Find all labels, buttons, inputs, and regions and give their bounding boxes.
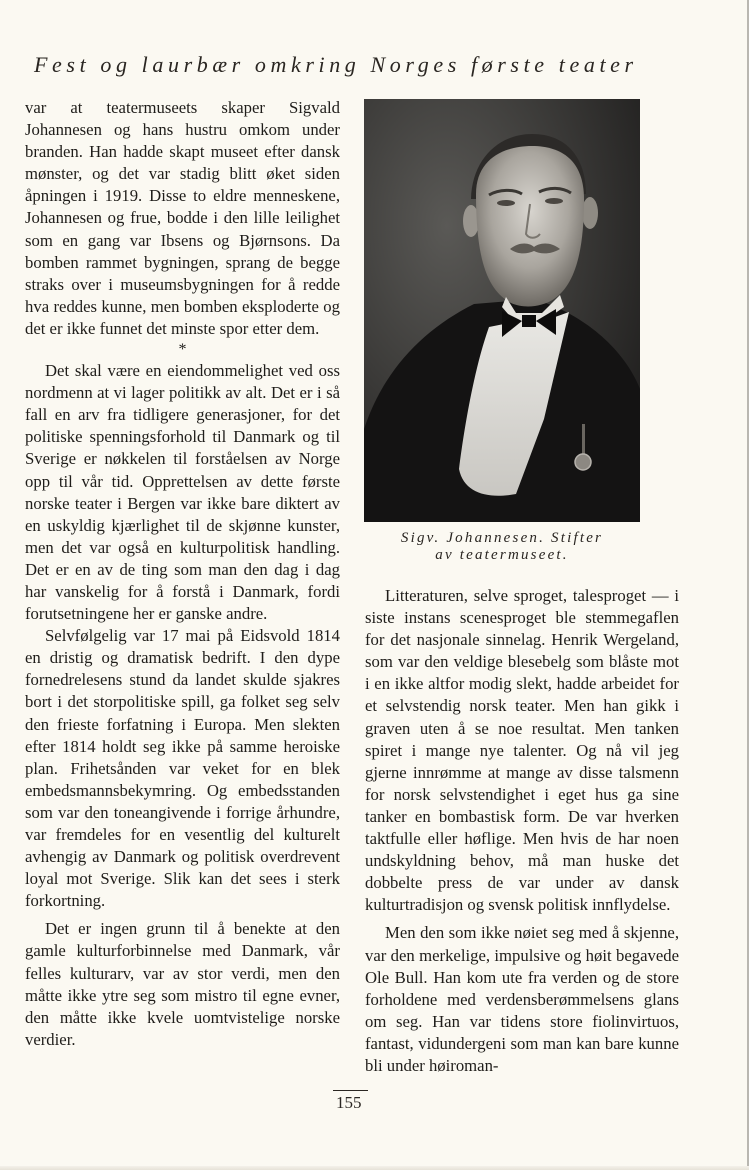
portrait-photo	[364, 99, 640, 522]
caption-line: Sigv. Johannesen. Stifter	[400, 530, 604, 546]
section-break: *	[178, 341, 187, 359]
paragraph: Det skal være en eiendommelighet ved oss nordmenn at vi lager politikk av alt. Det er i så fall en arv fra tidligere generasjoner, for det politiske spenningsforhold til Danmark og til Sverige er nøkkelen til forståelsen av Norge opp til vår tid. Opprettelsen av dette første norske teater i Bergen var ikke bare diktert av en uskyldig kjærlighet til de skjønne kunster, men det var også en kulturpolitisk handling. Det er en av de ting som man den dag i dag har vanskelig for å forstå i Danmark, fordi forutsetningene her er ganske andre.	[25, 361, 340, 624]
paragraph: Det er ingen grunn til å benekte at den gamle kulturforbinnelse med Danmark, vår felles kulturarv, var av stor verdi, men den måtte ikke ytre seg som mistro til egne evner, den måtte ikke kvele uomtvistelige norske verdier.	[25, 919, 340, 1049]
portrait-photograph-icon	[364, 99, 640, 522]
caption-line: av teatermuseet.	[435, 547, 569, 563]
page-number: 155	[336, 1093, 362, 1112]
page-number-rule	[333, 1090, 368, 1091]
paragraph: var at teatermuseets skaper Sigvald Johannesen og hans hustru omkom under branden. Han hadde skapt museet efter dansk mønster, og det var stadig blitt øket siden åpningen i 1919. Disse to eldre menneskene, Johannesen og frue, bodde i den lille leilighet som en gang var Ibsens og Bjørnsons. Da bomben rammet bygningen, sprang de begge straks over i museumsbygningen for å redde hva reddes kunne, men bomben eksploderte og det er ikke funnet det minste spor etter dem.	[25, 98, 340, 338]
paragraph: Men den som ikke nøiet seg med å skjenne, var den merkelige, impulsive og høit begavede Ole Bull. Han kom ute fra verden og de store forholdene med verdensberømmelsens glans om seg. Han var tidens store fiolinvirtuos, fantast, vidundergeni som man kan bare kunne bli under høiroman-	[365, 923, 679, 1075]
running-head: Fest og laurbær omkring Norges første teater	[34, 52, 638, 77]
page-bottom-edge	[0, 1166, 749, 1170]
left-column	[25, 97, 340, 1051]
paragraph: Litteraturen, selve sproget, talesproget — i siste instans scenesproget ble stemmegaflen for det nasjonale sinnelag. Henrik Wergeland, som var den veldige blesebelg som blåste mot i en ikke altfor modig slekt, hadde arbeidet for et selvstendig norsk teater. Men han gikk i graven uten å se noe resultat. Men tanken spiret i mange nye talenter. Og nå vil jeg gjerne innrømme at mange av disse talsmenn for norsk selvstendighet i eget hus ga sine tanker en bombastisk form. De var hverken taktfulle eller høflige. Men hvis de har noen undskyldning behov, må man huske det dobbelte press de var under av dansk kulturtradisjon og svensk politisk innflydelse.	[365, 586, 679, 915]
paragraph: Selvfølgelig var 17 mai på Eidsvold 1814 en dristig og dramatisk bedrift. I den dype fornedrelesens stund da landet skulde sjakres bort i det storpolitiske spill, ga folket seg selv den frieste forfatning i Europa. Men slekten efter 1814 holdt seg ikke på samme heroiske plan. Frihetsånden var veket for en blek embedsmannsbekymring. Og embedsstanden som var den toneangivende i forrige århundre, var fremdeles for en vesentlig del kulturelt avhengig av Danmark og politisk overdrevent loyal mot Sverige. Slik kan det sees i sterk forkortning.	[25, 626, 340, 911]
right-column	[365, 585, 679, 1077]
figure-caption	[364, 530, 640, 564]
